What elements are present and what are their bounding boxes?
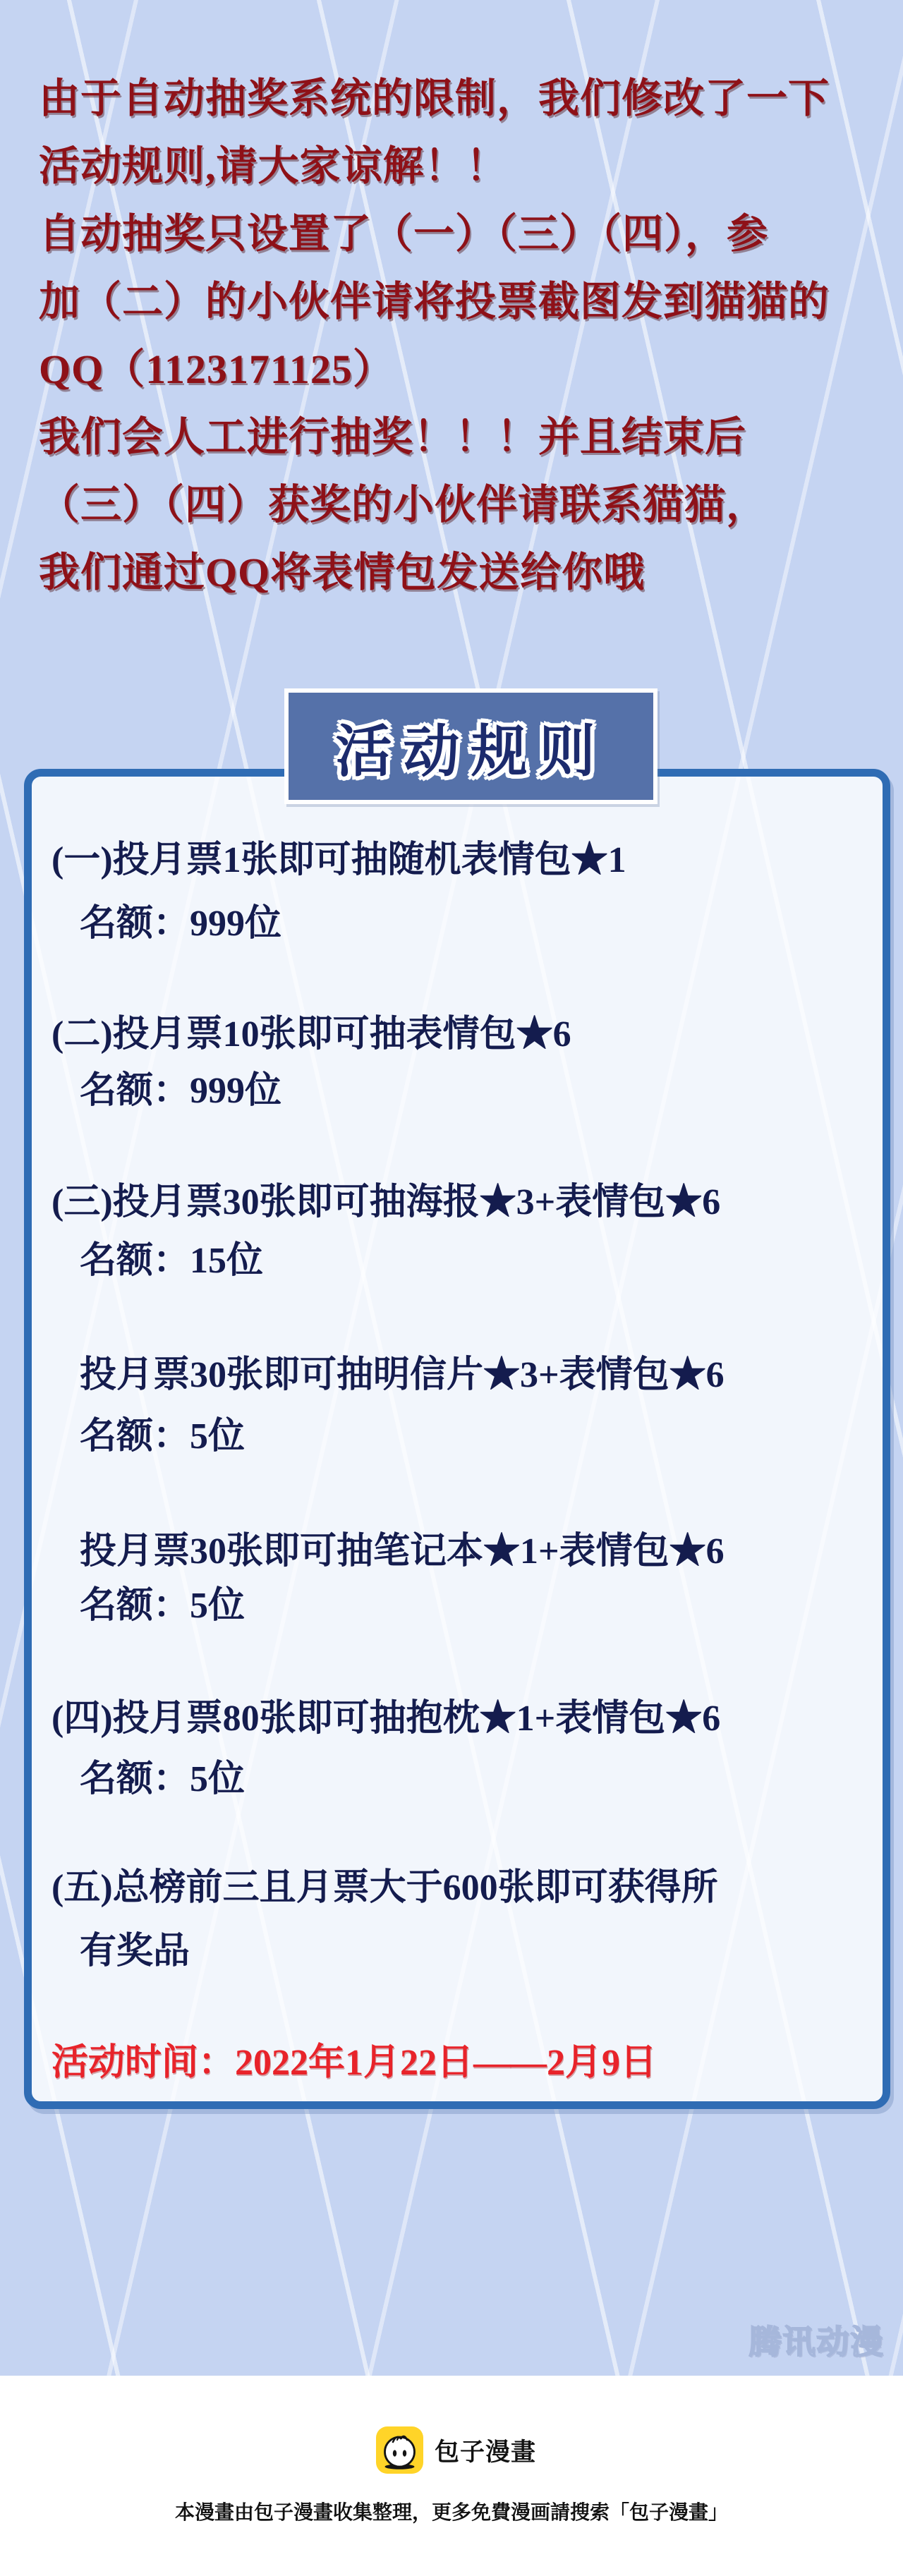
- rule-line: 活动时间：2022年1月22日——2月9日: [51, 2043, 657, 2083]
- footer: [0, 2376, 903, 2576]
- notice-line: （三）（四）获奖的小伙伴请联系猫猫，: [39, 482, 768, 528]
- baozi-bun-logo-icon: [376, 2426, 423, 2474]
- tencent-comics-watermark: 腾讯动漫: [749, 2323, 885, 2361]
- rule-line: 名额：15位: [80, 1241, 264, 1281]
- rule-line: (四)投月票80张即可抽抱枕★1+表情包★6: [51, 1699, 721, 1739]
- brand-row: [376, 2426, 536, 2474]
- brand-name: 包子漫畫: [435, 2438, 537, 2466]
- rule-line: (三)投月票30张即可抽海报★3+表情包★6: [51, 1182, 721, 1222]
- footer-tagline: 本漫畫由包子漫畫收集整理，更多免費漫画請搜索「包子漫畫」: [174, 2501, 728, 2523]
- rule-line: 名额：5位: [80, 1416, 246, 1457]
- notice-line: 活动规则,请大家谅解！！: [39, 143, 508, 189]
- notice-line: QQ（1123171125）: [39, 346, 394, 392]
- rule-line: 名额：5位: [80, 1586, 246, 1626]
- rules-header-title: 活动规则: [335, 721, 607, 784]
- rule-line: 投月票30张即可抽笔记本★1+表情包★6: [80, 1531, 725, 1572]
- notice-line: 我们通过QQ将表情包发送给你哦: [39, 549, 646, 595]
- rule-line: 名额：999位: [80, 1071, 282, 1111]
- rules-panel: [24, 769, 890, 2109]
- notice-line: 加（二）的小伙伴请将投票截图发到猫猫的: [39, 279, 830, 324]
- rule-line: 投月票30张即可抽明信片★3+表情包★6: [80, 1355, 725, 1395]
- rule-line: (五)总榜前三且月票大于600张即可获得所: [51, 1868, 718, 1908]
- rule-line: (二)投月票10张即可抽表情包★6: [51, 1014, 571, 1055]
- notice-line: 由于自动抽奖系统的限制，我们修改了一下: [39, 75, 830, 121]
- notice-text-block: [39, 65, 878, 607]
- rule-line: 名额：999位: [80, 904, 282, 944]
- rules-header-banner: [284, 688, 657, 804]
- rule-line: 名额：5位: [80, 1759, 246, 1799]
- rule-line: 有奖品: [80, 1931, 190, 1972]
- rule-line: (一)投月票1张即可抽随机表情包★1: [51, 840, 626, 880]
- bun-face-icon: [376, 2426, 423, 2474]
- notice-line: 自动抽奖只设置了（一）（三）（四），参: [39, 211, 769, 257]
- notice-line: 我们会人工进行抽奖！！！并且结束后: [39, 414, 747, 460]
